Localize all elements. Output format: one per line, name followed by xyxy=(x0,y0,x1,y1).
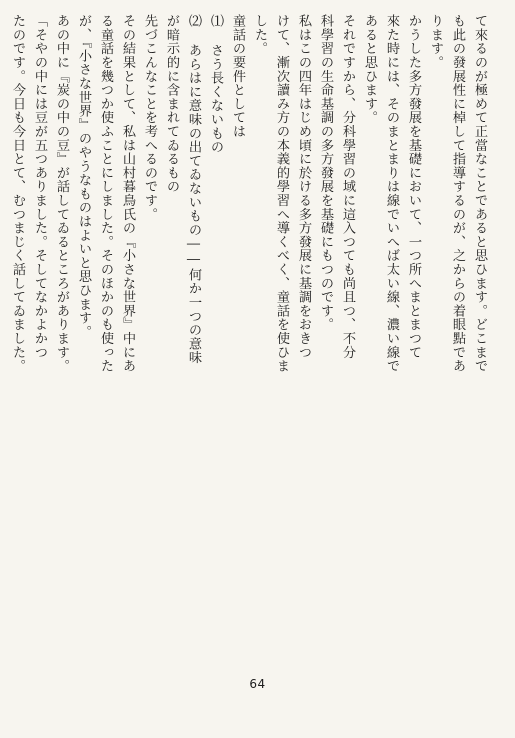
text-column: あると思ひます。 xyxy=(362,14,377,125)
text-column: ります。 xyxy=(428,14,443,70)
text-column: も此の發展性に棹して指導するのが、之からの着眼點であ xyxy=(450,14,465,373)
text-column: 「そやの中には豆が五つありました。そしてなかよかつ xyxy=(32,14,47,359)
page-number: 64 xyxy=(249,677,266,691)
text-column: が、『小さな世界』のやうなものはよいと思ひます。 xyxy=(76,14,91,339)
text-column: 童話の要件としては xyxy=(230,14,245,139)
text-column: した。 xyxy=(252,14,267,56)
text-column: ⑵ あらはに意味の出てゐないもの――何か一つの意味 xyxy=(186,14,201,365)
text-column: けて、漸次讀み方の本義的學習へ導くべく、童話を使ひま xyxy=(274,14,289,373)
text-column: 科學習の生命基調の多方發展を基礎にもつのです。 xyxy=(318,14,333,332)
text-column: 先づこんなことを考へるのです。 xyxy=(142,14,157,221)
text-column: たのです。今日も今日とて、むつまじく話してゐました。 xyxy=(10,14,25,373)
text-column: 私はこの四年はじめ頃に於ける多方發展に基調をおきつ xyxy=(296,14,311,359)
text-column: て來るのが極めて正當なことであると思ひます。どこまで xyxy=(472,14,487,373)
text-column: その結果として、私は山村暮鳥氏の『小さな世界』中にあ xyxy=(120,14,135,373)
text-column: が暗示的に含まれてゐるもの xyxy=(164,14,179,194)
text-column: 來た時には、そのまとまりは線でいへば太い線、濃い線で xyxy=(384,14,399,373)
text-column: る童話を幾つか使ふことにしました。そのほかのも使った xyxy=(98,14,113,373)
text-column: ⑴ さう長くないもの xyxy=(208,14,223,154)
text-column: それですから、分科學習の域に這入つても尚且つ、不分 xyxy=(340,14,355,359)
text-column: かうした多方發展を基礎において、一つ所へまとまつて xyxy=(406,14,421,359)
text-column: あの中に『炭の中の豆』が話してゐるところがあります。 xyxy=(54,14,69,373)
